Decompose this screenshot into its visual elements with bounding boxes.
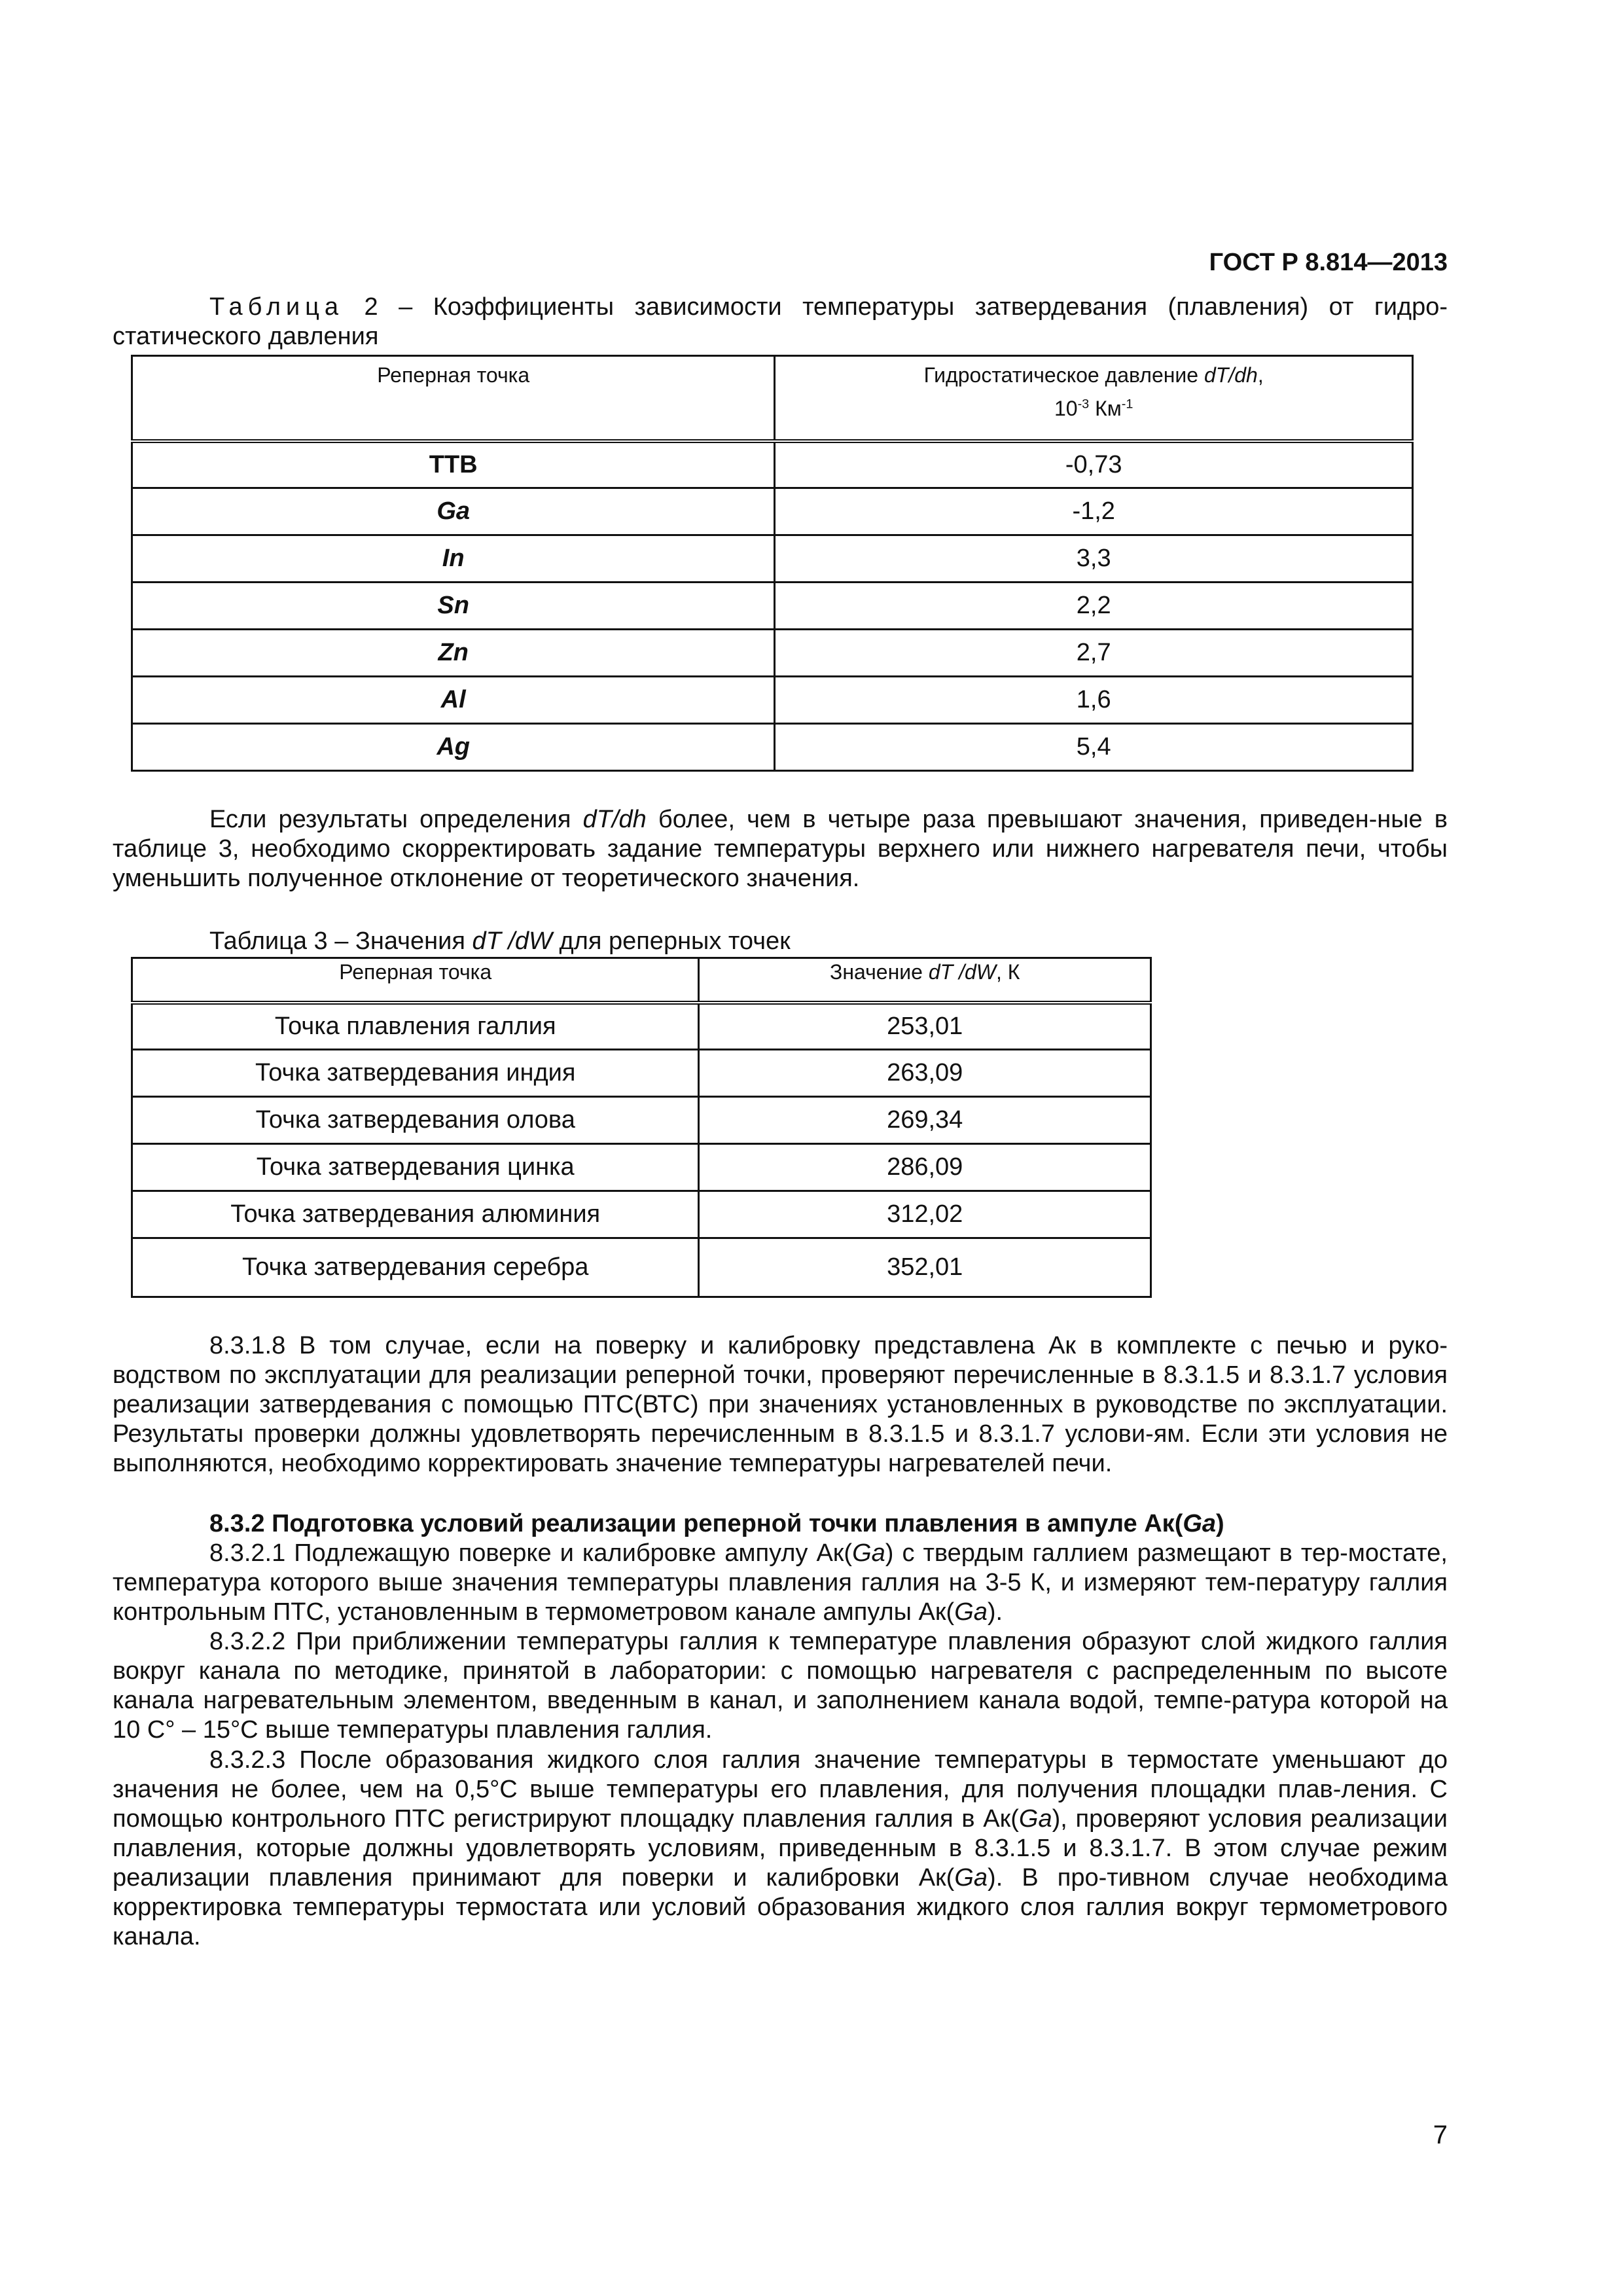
paragraph-8-3-2-3 <box>113 1746 1448 1952</box>
document-id: ГОСТ Р 8.814—2013 <box>1209 249 1448 276</box>
table2-caption-text: – Коэффициенты зависимости температуры затвердевания (плавления) от гидро-статического давления <box>113 293 1448 350</box>
table3-row <box>132 1003 1151 1050</box>
table2-caption <box>113 293 1448 351</box>
table2-point-cell: Sn <box>132 583 775 630</box>
paragraph-8-3-2-1 <box>113 1539 1448 1627</box>
paragraph-8-3-2-2 <box>113 1627 1448 1745</box>
table2-row <box>132 630 1413 677</box>
table2-point-cell: In <box>132 535 775 583</box>
table2-value-cell: 2,2 <box>775 583 1413 630</box>
table2-value-cell: 2,7 <box>775 630 1413 677</box>
section-heading-8-3-2-text: 8.3.2 Подготовка условий реализации реперной точки плавления в ампуле Ак(Ga) <box>209 1510 1224 1537</box>
table2-row <box>132 441 1413 488</box>
table3-point-cell: Точка затвердевания алюминия <box>132 1191 699 1238</box>
table3-point-cell: Точка затвердевания индия <box>132 1050 699 1097</box>
table2-point-cell: Ga <box>132 488 775 535</box>
section-heading-8-3-2 <box>113 1509 1448 1539</box>
table3-row <box>132 1191 1151 1238</box>
page-number: 7 <box>1433 2121 1448 2149</box>
paragraph-8-3-2-2-text: 8.3.2.2 При приближении температуры галлия к температуре плавления образуют слой жидкого галлия вокруг канала по методике, принятой в лаборатории: с помощью нагревателя с распределенным по высоте канала нагревательным элементом, введенным в канал, и заполнением канала водой, темпе-ратура которой на 10 С° – 15°С выше температуры плавления галлия. <box>113 1628 1448 1744</box>
table2-caption-number: 2 <box>364 293 378 321</box>
table3-point-cell: Точка плавления галлия <box>132 1003 699 1050</box>
table3-row <box>132 1238 1151 1297</box>
table3-point-cell: Точка затвердевания цинка <box>132 1144 699 1191</box>
table2-row <box>132 677 1413 724</box>
paragraph-8-3-1-8 <box>113 1331 1448 1479</box>
table3-value-cell: 269,34 <box>699 1097 1151 1144</box>
table2-point-cell: Zn <box>132 630 775 677</box>
paragraph-correction-note <box>113 805 1448 893</box>
table2-row <box>132 724 1413 771</box>
table2-value-cell: 1,6 <box>775 677 1413 724</box>
table2-caption-label: Таблица <box>209 293 344 321</box>
table2-col2-header <box>775 356 1413 441</box>
table3-value-cell: 312,02 <box>699 1191 1151 1238</box>
table2-value-cell: 5,4 <box>775 724 1413 771</box>
table3-row <box>132 1050 1151 1097</box>
table2-row <box>132 583 1413 630</box>
table3 <box>131 957 1152 1298</box>
table2-col2-header-line2: $10^{-3}$ $Км^{-1}$ <box>1054 397 1133 420</box>
table2-value-cell: -1,2 <box>775 488 1413 535</box>
paragraph-8-3-1-8-text: 8.3.1.8 В том случае, если на поверку и калибровку представлена Ак в комплекте с печью и руко-водством по эксплуатации для реализации реперной точки, проверяют перечисленные в 8.3.1.5 и 8.3.1.7 условия реализации затвердевания с помощью ПТС(ВТС) при значениях установленных в руководстве по эксплуатации. Результаты проверки должны удовлетворять перечисленным в 8.3.1.5 и 8.3.1.7 услови-ям. Если эти условия не выполняются, необходимо корректировать значение температуры нагревателей печи. <box>113 1332 1448 1477</box>
table3-col1-header: Реперная точка <box>132 958 699 1003</box>
table3-value-cell: 352,01 <box>699 1238 1151 1297</box>
table3-col2-header: Значение dT /dW, К <box>699 958 1151 1003</box>
table3-header-row <box>132 958 1151 1003</box>
table2-header-row <box>132 356 1413 441</box>
table2-point-cell: Al <box>132 677 775 724</box>
table2-col1-header: Реперная точка <box>132 356 775 441</box>
table2-row <box>132 488 1413 535</box>
paragraph-correction-text: Если результаты определения dT/dh более, чем в четыре раза превышают значения, приведен-ные в таблице 3, необходимо скорректировать задание температуры верхнего или нижнего нагревателя печи, чтобы уменьшить полученное отклонение от теоретического значения. <box>113 806 1448 892</box>
paragraph-8-3-2-3-text: 8.3.2.3 После образования жидкого слоя галлия значение температуры в термостате уменьшают до значения не более, чем на 0,5°С выше температуры его плавления, для получения площадки плав-ления. С помощью контрольного ПТС регистрируют площадку плавления галлия в Ак(Ga), проверяют условия реализации плавления, которые должны удовлетворять условиям, приведенным в 8.3.1.5 и 8.3.1.7. В этом случае режим реализации плавления принимают для поверки и калибровки Ак(Ga). В про-тивном случае необходима корректировка температуры термостата или условий образования жидкого слоя галлия вокруг термометрового канала. <box>113 1746 1448 1950</box>
table3-value-cell: 253,01 <box>699 1003 1151 1050</box>
table2-point-cell: Ag <box>132 724 775 771</box>
table3-value-cell: 263,09 <box>699 1050 1151 1097</box>
table2-row <box>132 535 1413 583</box>
table3-value-cell: 286,09 <box>699 1144 1151 1191</box>
table3-point-cell: Точка затвердевания олова <box>132 1097 699 1144</box>
table2-col2-header-line1: Гидростатическое давление dT/dh, <box>923 363 1264 387</box>
table2-point-cell: ТТВ <box>132 441 775 488</box>
paragraph-8-3-2-1-text: 8.3.2.1 Подлежащую поверке и калибровке ампулу Ак(Ga) с твердым галлием размещают в тер-мостате, температура которого выше значения температуры плавления галлия на 3-5 К, и измеряют тем-пературу галлия контрольным ПТС, установленным в термометровом канале ампулы Ак(Ga). <box>113 1539 1448 1626</box>
table2 <box>131 355 1414 772</box>
table3-row <box>132 1097 1151 1144</box>
table2-value-cell: 3,3 <box>775 535 1413 583</box>
table2-value-cell: -0,73 <box>775 441 1413 488</box>
table3-point-cell: Точка затвердевания серебра <box>132 1238 699 1297</box>
table3-caption: Таблица 3 – Значения dT /dW для реперных точек <box>209 927 791 955</box>
table3-row <box>132 1144 1151 1191</box>
